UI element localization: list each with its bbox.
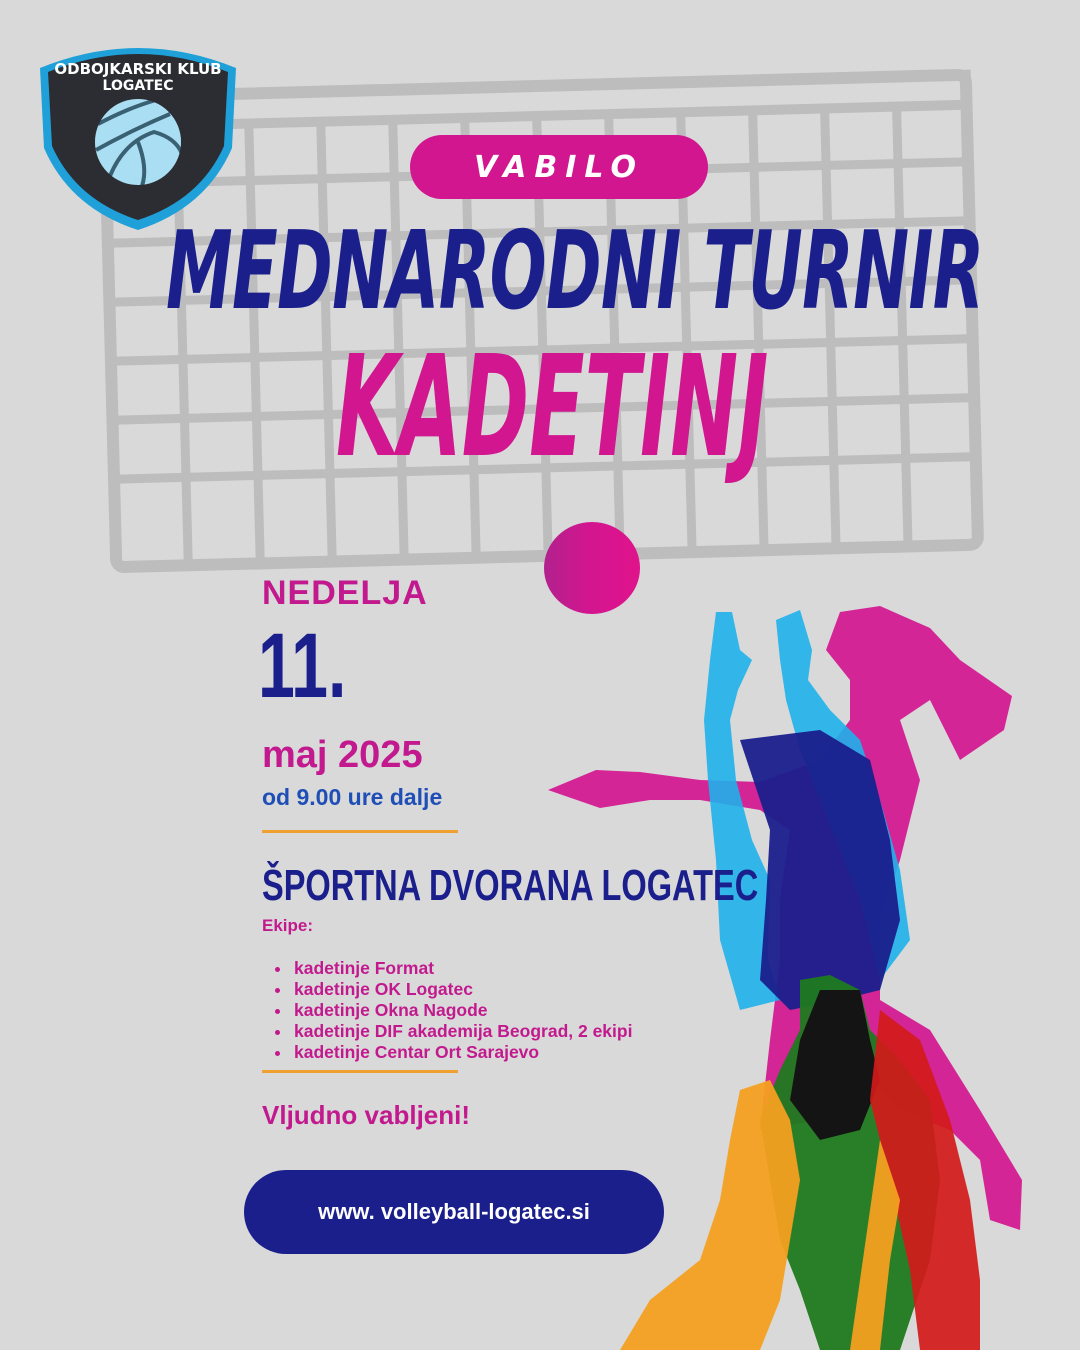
website-link-button[interactable]: www. volleyball-logatec.si (244, 1170, 664, 1254)
event-day: NEDELJA (262, 574, 428, 612)
event-month-year: maj 2025 (262, 734, 423, 776)
list-item: • kadetinje OK Logatec (292, 979, 632, 1000)
club-logo-badge (36, 38, 240, 232)
teams-list (270, 958, 632, 1063)
teams-label: Ekipe: (262, 916, 314, 935)
invitation-label: VABILO (410, 135, 708, 199)
list-item: • kadetinje DIF akademija Beograd, 2 ekipi (292, 1021, 632, 1042)
event-date-number: 11. (258, 615, 347, 717)
divider-bottom (262, 1070, 458, 1073)
list-item: • kadetinje Centar Ort Sarajevo (292, 1042, 632, 1063)
badge-line-club: ODBOJKARSKI KLUB (54, 60, 222, 78)
title-line-2: KADETINJ (336, 326, 769, 489)
volleyball-ball-graphic (544, 522, 640, 614)
divider-top (262, 830, 458, 833)
title-line-1: MEDNARODNI TURNIR (166, 209, 984, 334)
closing-text: Vljudno vabljeni! (262, 1100, 471, 1130)
event-time: od 9.00 ure dalje (262, 784, 443, 810)
event-venue: ŠPORTNA DVORANA LOGATEC (262, 861, 759, 910)
list-item: • kadetinje Okna Nagode (292, 1000, 632, 1021)
badge-line-town: LOGATEC (102, 78, 174, 94)
list-item: • kadetinje Format (292, 958, 632, 979)
